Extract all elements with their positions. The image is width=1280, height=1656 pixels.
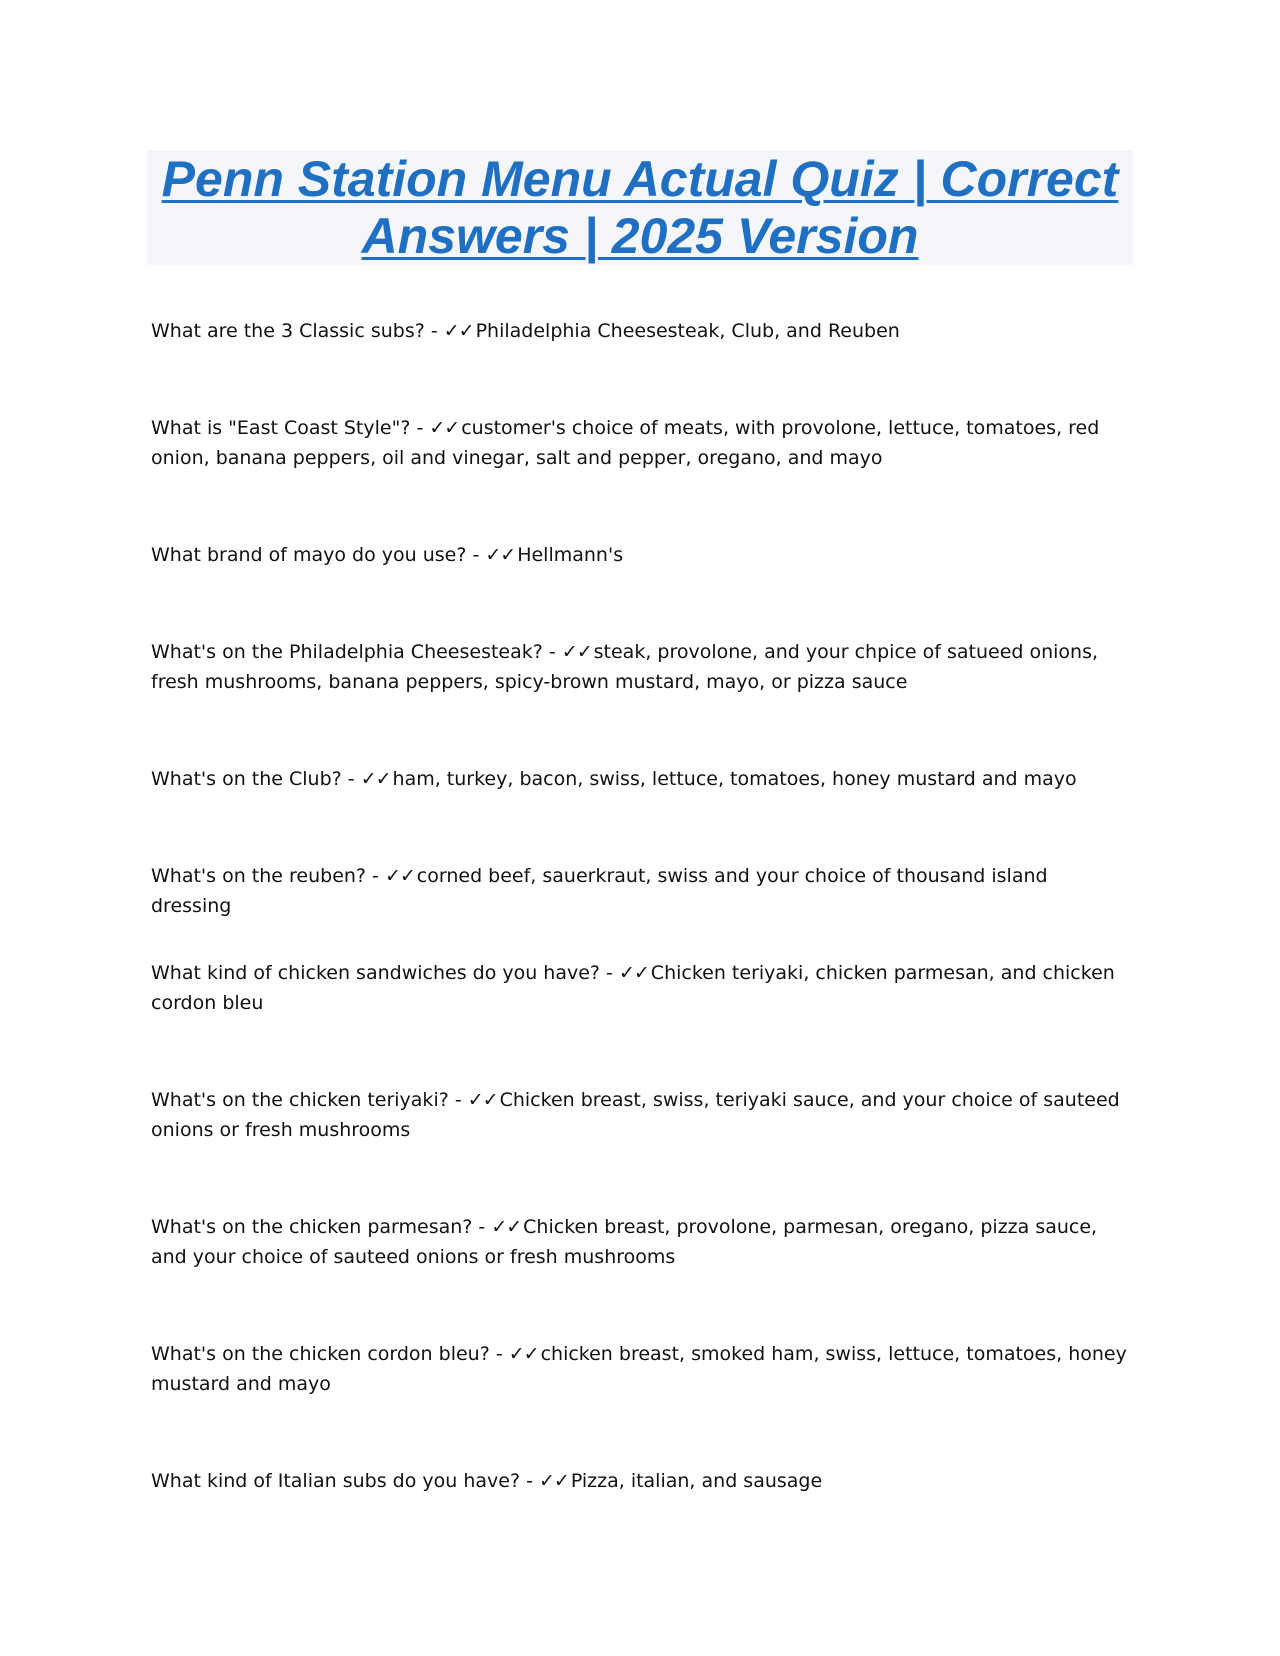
answer-text: customer's choice of meats, with provolone, lettuce, tomatoes, red onion, banana peppers, oil and vinegar, salt and pepper, oregano, and mayo <box>151 417 1100 469</box>
question-text: What's on the Club? <box>151 768 342 790</box>
question-text: What are the 3 Classic subs? <box>151 320 425 342</box>
answer-text: Hellmann's <box>517 544 624 566</box>
separator: - <box>489 1343 509 1365</box>
double-check-icon: ✓✓ <box>467 1089 498 1111</box>
answer-text: steak, provolone, and your chpice of satueed onions, fresh mushrooms, banana peppers, spicy-brown mustard, mayo, or pizza sauce <box>151 641 1099 693</box>
qa-item <box>151 1339 1131 1399</box>
qa-item <box>151 637 1131 697</box>
separator: - <box>600 962 619 984</box>
double-check-icon: ✓✓ <box>491 1216 522 1238</box>
separator: - <box>341 768 361 790</box>
answer-text: Chicken breast, provolone, parmesan, oregano, pizza sauce, and your choice of sauteed onions or fresh mushrooms <box>151 1216 1098 1268</box>
qa-item <box>151 316 1131 346</box>
double-check-icon: ✓✓ <box>618 962 649 984</box>
qa-item <box>151 540 1131 570</box>
answer-text: ham, turkey, bacon, swiss, lettuce, tomatoes, honey mustard and mayo <box>392 768 1077 790</box>
double-check-icon: ✓✓ <box>384 865 415 887</box>
answer-text: corned beef, sauerkraut, swiss and your choice of thousand island dressing <box>151 865 1048 917</box>
separator: - <box>472 1216 492 1238</box>
double-check-icon: ✓✓ <box>429 417 460 439</box>
qa-item <box>151 1466 1131 1496</box>
question-text: What kind of Italian subs do you have? <box>151 1470 521 1492</box>
question-text: What's on the chicken teriyaki? <box>151 1089 449 1111</box>
question-text: What brand of mayo do you use? <box>151 544 467 566</box>
answer-text: Pizza, italian, and sausage <box>570 1470 823 1492</box>
separator: - <box>542 641 562 663</box>
qa-item <box>151 413 1131 473</box>
question-text: What's on the chicken parmesan? <box>151 1216 473 1238</box>
title-banner <box>147 150 1133 265</box>
qa-item <box>151 958 1131 1018</box>
answer-text: Philadelphia Cheesesteak, Club, and Reuben <box>475 320 900 342</box>
qa-item <box>151 764 1131 794</box>
answer-text: Chicken teriyaki, chicken parmesan, and chicken cordon bleu <box>151 962 1115 1014</box>
question-text: What is "East Coast Style"? <box>151 417 411 439</box>
question-text: What's on the reuben? <box>151 865 367 887</box>
double-check-icon: ✓✓ <box>538 1470 569 1492</box>
separator: - <box>520 1470 539 1492</box>
question-text: What's on the Philadelphia Cheesesteak? <box>151 641 543 663</box>
double-check-icon: ✓✓ <box>360 768 391 790</box>
double-check-icon: ✓✓ <box>443 320 474 342</box>
document-title-link[interactable]: Penn Station Menu Actual Quiz | Correct Answers | 2025 Version <box>161 150 1119 264</box>
double-check-icon: ✓✓ <box>508 1343 539 1365</box>
separator: - <box>410 417 430 439</box>
question-text: What's on the chicken cordon bleu? <box>151 1343 490 1365</box>
separator: - <box>366 865 385 887</box>
qa-item <box>151 1212 1131 1272</box>
double-check-icon: ✓✓ <box>561 641 592 663</box>
answer-text: Chicken breast, swiss, teriyaki sauce, and your choice of sauteed onions or fresh mushrooms <box>151 1089 1120 1141</box>
separator: - <box>466 544 486 566</box>
separator: - <box>424 320 444 342</box>
qa-item <box>151 861 1131 921</box>
separator: - <box>448 1089 468 1111</box>
double-check-icon: ✓✓ <box>485 544 516 566</box>
question-text: What kind of chicken sandwiches do you have? <box>151 962 601 984</box>
answer-text: chicken breast, smoked ham, swiss, lettuce, tomatoes, honey mustard and mayo <box>151 1343 1127 1395</box>
qa-item <box>151 1085 1131 1145</box>
